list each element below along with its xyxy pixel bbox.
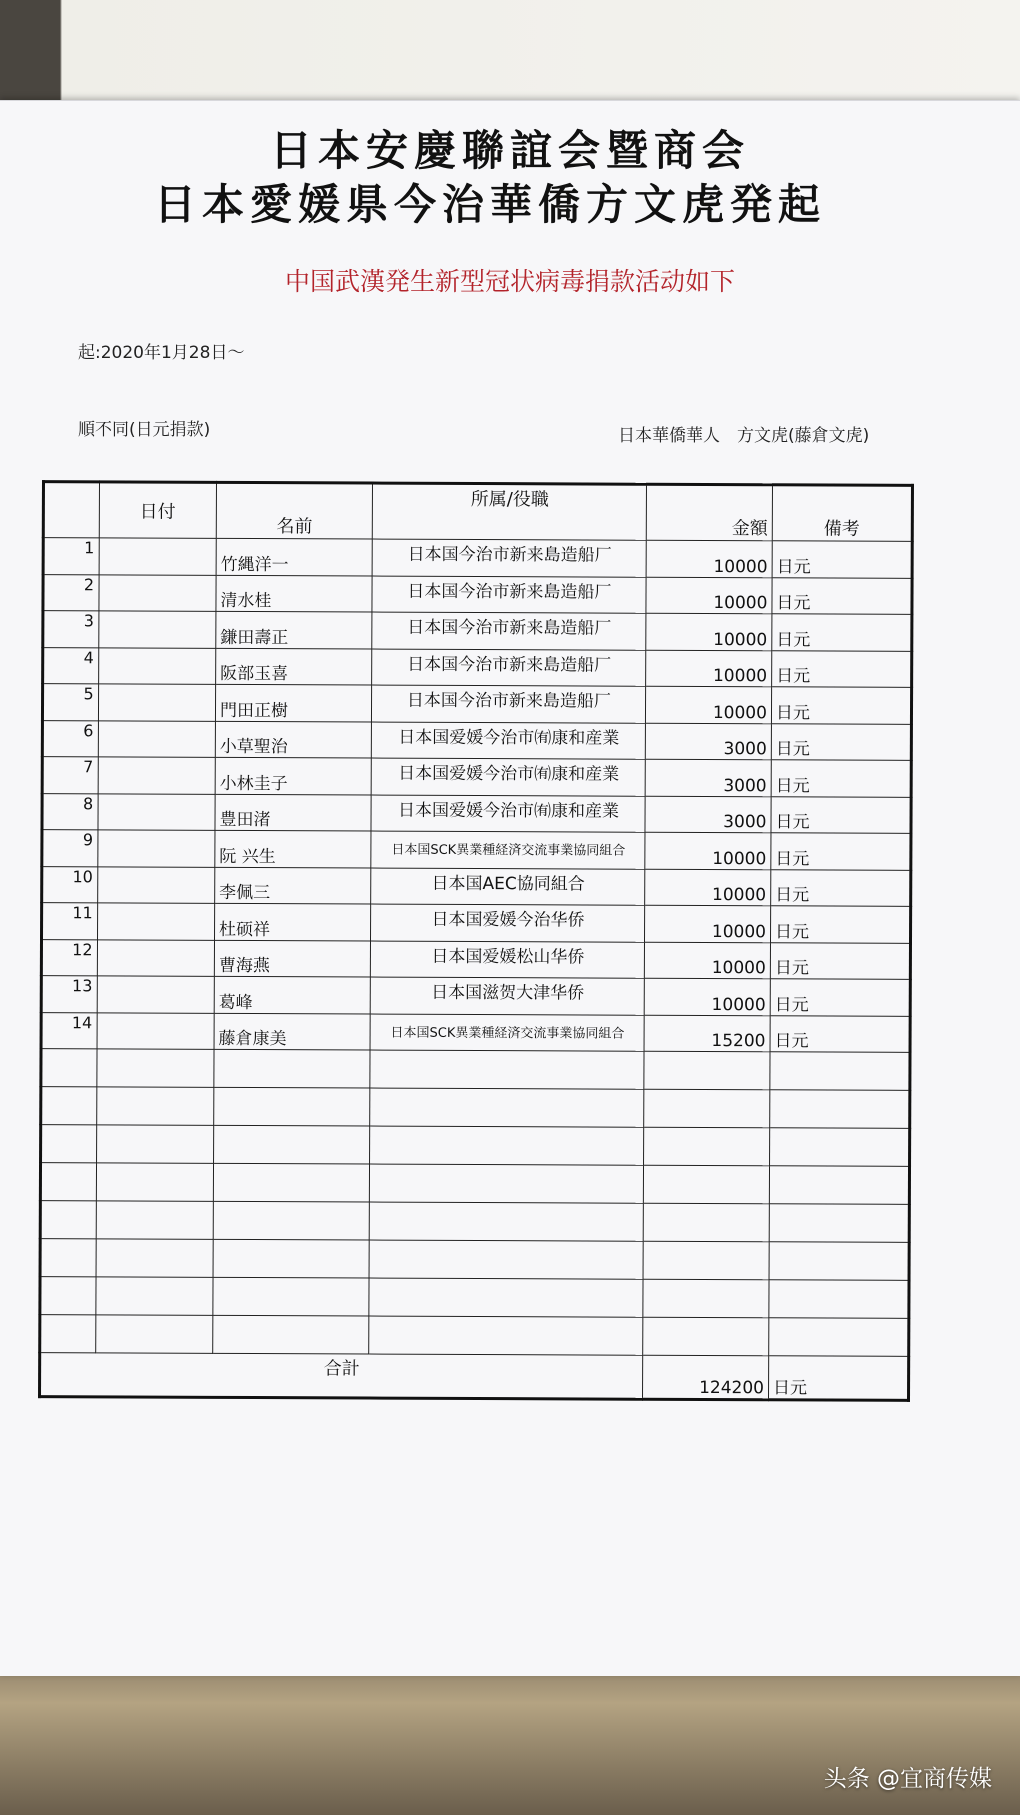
row-org: 日本国今治市新来島造船厂 xyxy=(372,685,646,723)
row-org: 日本国SCK異業種経済交流事業協同組合 xyxy=(370,1014,644,1052)
row-amount: 10000 xyxy=(646,686,772,723)
row-name: 杜硕祥 xyxy=(214,903,371,940)
header-note: 備考 xyxy=(772,485,912,542)
total-row xyxy=(40,1353,909,1401)
empty-cell xyxy=(644,1165,770,1204)
row-note: 日元 xyxy=(770,906,910,943)
row-note: 日元 xyxy=(771,869,911,906)
empty-cell xyxy=(769,1242,909,1281)
row-amount: 10000 xyxy=(646,540,772,577)
row-org: 日本国爱媛今治华侨 xyxy=(371,904,645,942)
row-amount: 3000 xyxy=(645,796,771,833)
empty-cell xyxy=(643,1317,769,1356)
table-row xyxy=(42,903,911,943)
row-date xyxy=(99,574,217,611)
row-date xyxy=(98,611,216,648)
row-org: 日本国爱媛今治市㈲康和産業 xyxy=(372,722,646,760)
empty-cell xyxy=(769,1204,909,1243)
row-number: 14 xyxy=(41,1012,97,1049)
row-name: 豊田渚 xyxy=(215,794,372,831)
row-date xyxy=(97,866,215,903)
table-row xyxy=(43,611,912,651)
row-date xyxy=(98,647,216,684)
row-note: 日元 xyxy=(771,723,911,760)
empty-cell xyxy=(214,1049,371,1088)
order-note: 順不同(日元捐款) xyxy=(78,420,211,440)
row-note: 日元 xyxy=(771,833,911,870)
start-date: 起:2020年1月28日～ xyxy=(78,343,245,363)
title-line-1: 日本安慶聯誼会暨商会 xyxy=(269,126,750,175)
empty-cell xyxy=(213,1277,370,1316)
empty-cell xyxy=(769,1128,909,1167)
row-date xyxy=(97,939,215,976)
row-date xyxy=(97,903,215,940)
row-date xyxy=(98,720,216,757)
empty-cell xyxy=(770,1052,910,1091)
row-amount: 10000 xyxy=(645,832,771,869)
row-number: 7 xyxy=(42,757,98,794)
empty-row xyxy=(40,1163,909,1205)
empty-cell xyxy=(770,1090,910,1129)
empty-cell xyxy=(644,1127,770,1166)
empty-cell xyxy=(369,1316,643,1355)
row-number: 12 xyxy=(41,939,97,976)
empty-cell xyxy=(41,1125,97,1163)
empty-cell xyxy=(769,1166,909,1205)
row-number: 2 xyxy=(43,574,99,611)
row-org: 日本国爱媛今治市㈲康和産業 xyxy=(371,795,645,833)
empty-cell xyxy=(41,1049,97,1087)
row-amount: 10000 xyxy=(645,869,771,906)
header-org: 所属/役職 xyxy=(373,483,647,540)
author: 日本華僑華人 方文虎(藤倉文虎) xyxy=(618,426,870,446)
row-date xyxy=(98,757,216,794)
row-name: 阮 兴生 xyxy=(215,830,372,867)
row-name: 門田正樹 xyxy=(215,684,372,721)
table-row xyxy=(43,574,912,614)
empty-cell xyxy=(96,1087,214,1126)
row-amount: 10000 xyxy=(645,905,771,942)
row-org: 日本国AEC協同組合 xyxy=(371,868,645,906)
row-number: 11 xyxy=(42,903,98,940)
subtitle: 中国武漢発生新型冠状病毒捐款活动如下 xyxy=(284,267,735,296)
row-number: 13 xyxy=(41,976,97,1013)
empty-cell xyxy=(370,1088,644,1127)
empty-cell xyxy=(95,1315,213,1354)
row-org: 日本国今治市新来島造船厂 xyxy=(372,576,646,614)
row-amount: 10000 xyxy=(646,650,772,687)
empty-cell xyxy=(644,1051,770,1090)
row-name: 清水桂 xyxy=(216,575,373,612)
table-row xyxy=(43,538,912,578)
row-number: 3 xyxy=(43,611,99,648)
row-amount: 3000 xyxy=(645,759,771,796)
row-number: 5 xyxy=(42,684,98,721)
header-amount: 金額 xyxy=(647,484,773,541)
empty-cell xyxy=(40,1277,96,1315)
empty-cell xyxy=(769,1318,909,1357)
empty-row xyxy=(41,1125,910,1167)
row-date xyxy=(97,976,215,1013)
row-amount: 10000 xyxy=(645,942,771,979)
row-org: 日本国滋贺大津华侨 xyxy=(371,977,645,1015)
row-org: 日本国SCK異業種経済交流事業協同組合 xyxy=(371,831,645,869)
empty-cell xyxy=(644,1089,770,1128)
row-number: 10 xyxy=(42,866,98,903)
row-name: 葛峰 xyxy=(214,976,371,1013)
empty-cell xyxy=(95,1277,213,1316)
row-date xyxy=(99,538,217,575)
title-line-2: 日本愛媛県今治華僑方文虎発起 xyxy=(153,180,826,229)
table-row xyxy=(41,976,910,1016)
empty-row xyxy=(40,1239,909,1281)
empty-cell xyxy=(213,1239,370,1278)
row-amount: 15200 xyxy=(644,1015,770,1052)
empty-row xyxy=(40,1201,909,1243)
table-header-row xyxy=(43,482,912,542)
row-date xyxy=(97,1012,215,1049)
empty-cell xyxy=(40,1315,96,1353)
row-note: 日元 xyxy=(772,614,912,651)
row-name: 阪部玉喜 xyxy=(216,648,373,685)
empty-cell xyxy=(96,1163,214,1202)
empty-cell xyxy=(40,1163,96,1201)
row-date xyxy=(98,684,216,721)
empty-cell xyxy=(369,1278,643,1317)
row-name: 李佩三 xyxy=(215,867,372,904)
empty-cell xyxy=(370,1126,644,1165)
row-org: 日本国爱媛松山华侨 xyxy=(371,941,645,979)
row-note: 日元 xyxy=(772,541,912,578)
empty-cell xyxy=(41,1087,97,1125)
table-row xyxy=(41,939,910,979)
empty-cell xyxy=(370,1050,644,1089)
empty-cell xyxy=(40,1239,96,1277)
table-row xyxy=(41,1012,910,1052)
row-amount: 10000 xyxy=(645,978,771,1015)
row-note: 日元 xyxy=(770,979,910,1016)
empty-row xyxy=(41,1049,910,1091)
table-row xyxy=(42,720,911,760)
row-date xyxy=(98,793,216,830)
header-no xyxy=(43,482,99,538)
empty-cell xyxy=(96,1239,214,1278)
table-row xyxy=(42,830,911,870)
row-amount: 10000 xyxy=(646,577,772,614)
row-note: 日元 xyxy=(771,760,911,797)
row-note: 日元 xyxy=(771,687,911,724)
row-number: 1 xyxy=(43,538,99,575)
total-label: 合計 xyxy=(40,1353,644,1400)
row-number: 9 xyxy=(42,830,98,867)
empty-cell xyxy=(213,1201,370,1240)
row-amount: 3000 xyxy=(646,723,772,760)
row-org: 日本国爱媛今治市㈲康和産業 xyxy=(372,758,646,796)
row-name: 藤倉康美 xyxy=(214,1013,371,1050)
watermark: 头条 @宜商传媒 xyxy=(823,1766,992,1792)
header-date: 日付 xyxy=(99,482,217,539)
empty-cell xyxy=(643,1241,769,1280)
empty-cell xyxy=(213,1125,370,1164)
empty-cell xyxy=(40,1201,96,1239)
empty-cell xyxy=(213,1315,370,1354)
empty-row xyxy=(40,1277,909,1319)
row-note: 日元 xyxy=(772,650,912,687)
empty-cell xyxy=(96,1125,214,1164)
total-unit: 日元 xyxy=(768,1356,908,1401)
row-amount: 10000 xyxy=(646,613,772,650)
empty-cell xyxy=(96,1201,214,1240)
empty-cell xyxy=(213,1163,370,1202)
empty-row xyxy=(41,1087,910,1129)
empty-cell xyxy=(370,1202,644,1241)
row-org: 日本国今治市新来島造船厂 xyxy=(373,539,647,577)
empty-cell xyxy=(370,1164,644,1203)
row-number: 4 xyxy=(43,647,99,684)
empty-cell xyxy=(96,1049,214,1088)
table-row xyxy=(42,757,911,797)
empty-cell xyxy=(769,1280,909,1319)
row-number: 6 xyxy=(42,720,98,757)
row-org: 日本国今治市新来島造船厂 xyxy=(372,612,646,650)
row-name: 竹縄洋一 xyxy=(216,538,373,575)
empty-cell xyxy=(369,1240,643,1279)
row-note: 日元 xyxy=(771,796,911,833)
header-name: 名前 xyxy=(216,482,373,539)
row-date xyxy=(97,830,215,867)
table-row xyxy=(42,866,911,906)
row-org: 日本国今治市新来島造船厂 xyxy=(372,649,646,687)
row-note: 日元 xyxy=(770,942,910,979)
empty-row xyxy=(40,1315,909,1357)
empty-cell xyxy=(644,1203,770,1242)
empty-cell xyxy=(214,1087,371,1126)
row-number: 8 xyxy=(42,793,98,830)
row-name: 鎌田壽正 xyxy=(216,611,373,648)
table-row xyxy=(43,647,912,687)
donation-table xyxy=(38,480,914,1402)
row-note: 日元 xyxy=(772,577,912,614)
row-name: 小林圭子 xyxy=(215,757,372,794)
row-name: 曹海燕 xyxy=(214,940,371,977)
row-name: 小草聖治 xyxy=(215,721,372,758)
total-amount: 124200 xyxy=(643,1355,769,1400)
empty-cell xyxy=(643,1279,769,1318)
table-row xyxy=(42,684,911,724)
table-row xyxy=(42,793,911,833)
row-note: 日元 xyxy=(770,1015,910,1052)
